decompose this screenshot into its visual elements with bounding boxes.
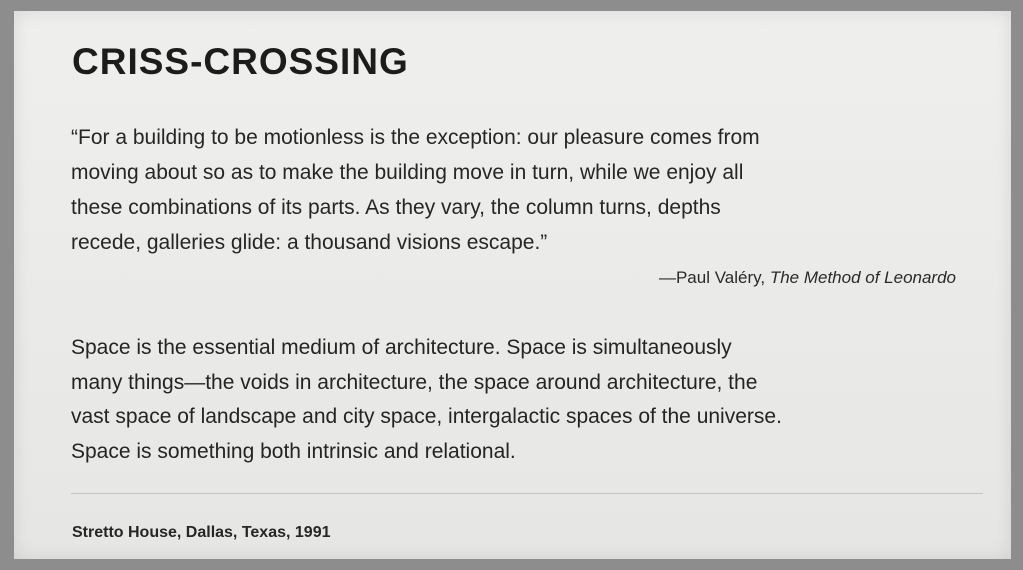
attribution-work-title: The Method of Leonardo (769, 268, 956, 287)
body-paragraph (71, 331, 1001, 469)
wall-label-panel (14, 11, 1011, 559)
body-line: Space is something both intrinsic and relational. (71, 439, 516, 463)
body-line: vast space of landscape and city space, intergalactic spaces of the universe. (71, 405, 782, 428)
attribution-author: —Paul Valéry, (658, 268, 770, 287)
quote-line: “For a building to be motionless is the exception: our pleasure comes from (71, 126, 760, 149)
quote-line: these combinations of its parts. As they vary, the column turns, depths (71, 196, 721, 219)
body-line: Space is the essential medium of architecture. Space is simultaneously (71, 336, 732, 359)
caption: Stretto House, Dallas, Texas, 1991 (72, 524, 331, 541)
quote-attribution (659, 268, 956, 288)
quote-line: moving about so as to make the building move in turn, while we enjoy all (71, 161, 744, 184)
page-title: CRISS-CROSSING (72, 41, 409, 82)
quote-paragraph (71, 120, 991, 260)
body-line: many things—the voids in architecture, the space around architecture, the (71, 370, 758, 394)
divider (71, 493, 983, 494)
quote-line: recede, galleries glide: a thousand visions escape.” (71, 231, 548, 254)
